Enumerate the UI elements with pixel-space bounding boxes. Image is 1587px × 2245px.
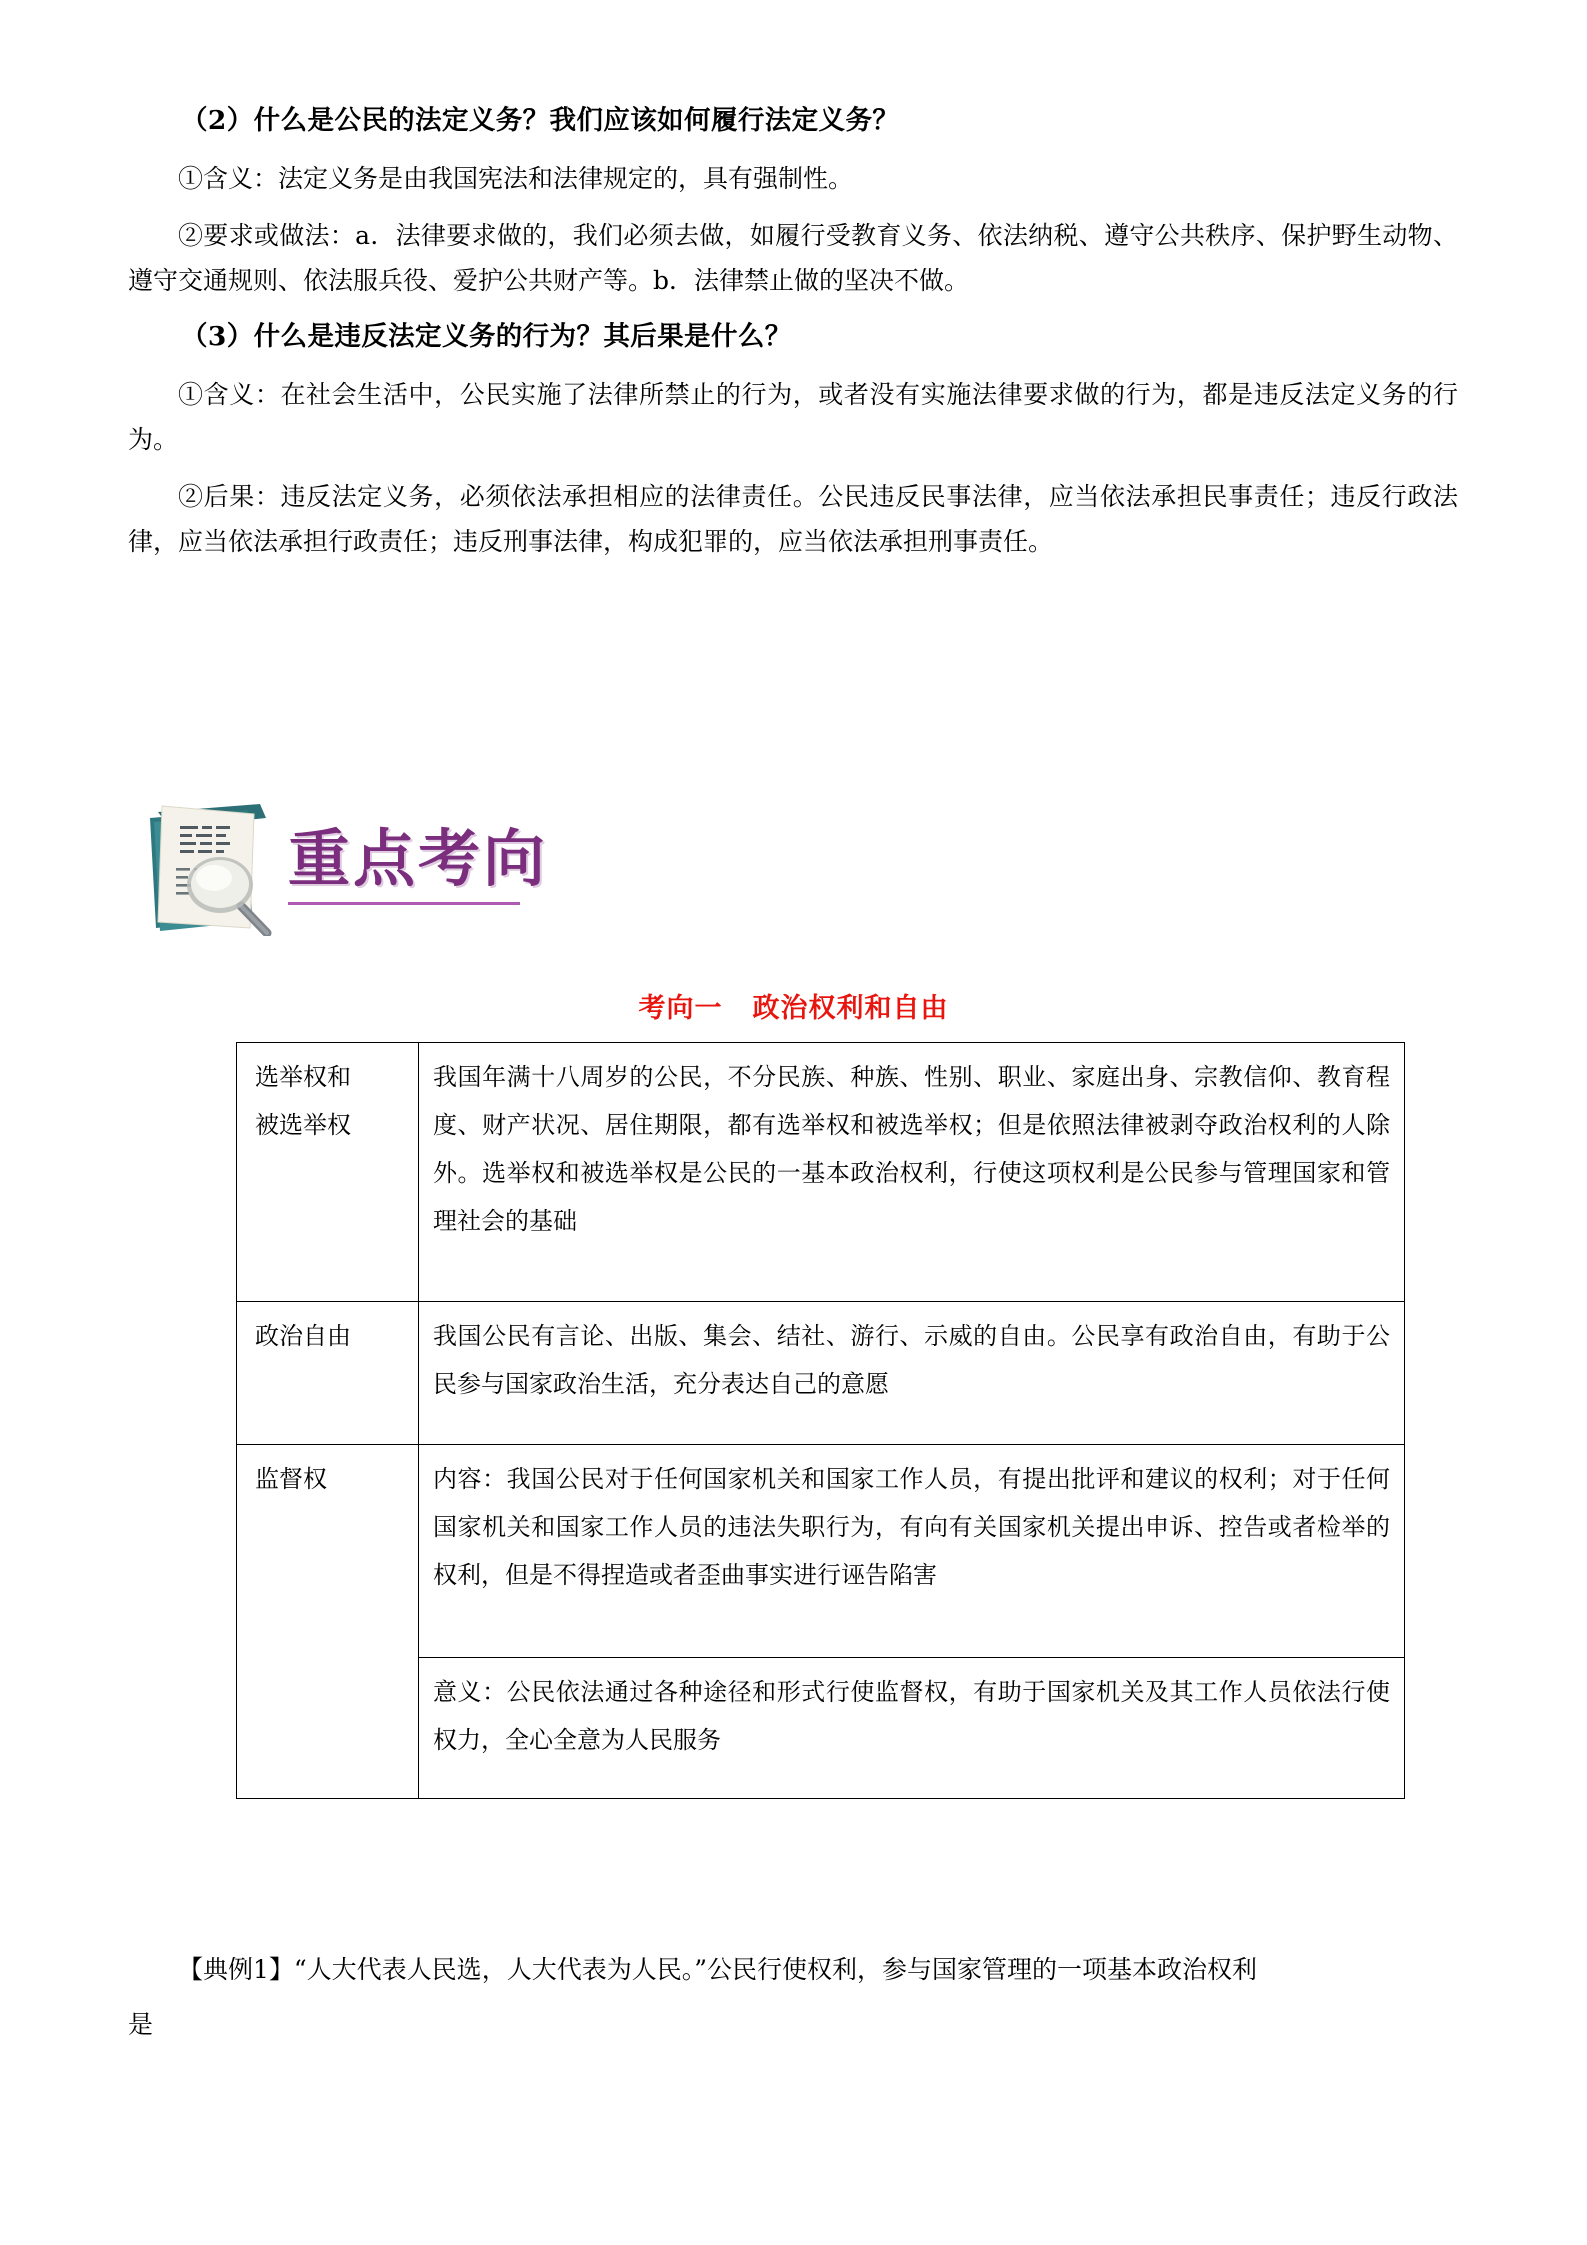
prose-section: [128, 100, 1458, 577]
row-label-political-freedom: [237, 1302, 419, 1445]
question-heading-3: （3）什么是违反法定义务的行为？其后果是什么？: [181, 321, 792, 353]
question-heading-2: （2）什么是公民的法定义务？我们应该如何履行法定义务？: [181, 105, 900, 136]
row-label-line-1: 监督权: [255, 1465, 327, 1493]
example-block: [128, 1948, 1458, 2047]
political-rights-table: [236, 1042, 1405, 1799]
row-label-suffrage: [237, 1043, 419, 1302]
section-heading: [0, 986, 1587, 1025]
paragraph-q3-consequence: ②后果：违反法定义务，必须依法承担相应的法律责任。公民违反民事法律，应当依法承担民事责任；违反行政法律，应当依法承担行政责任；违反刑事法律，构成犯罪的，应当依法承担刑事责任。: [128, 482, 1458, 556]
row-label-line-2: 被选举权: [255, 1111, 351, 1139]
row-content-supervision-definition: 内容：我国公民对于任何国家机关和国家工作人员，有提出批评和建议的权利；对于任何国家机关和国家工作人员的违法失职行为，有向有关国家机关提出申诉、控告或者检举的权利，但是不得捏造或者歪曲事实进行诬告陷害: [419, 1445, 1405, 1658]
paragraph-q2-requirement: ②要求或做法：a．法律要求做的，我们必须去做，如履行受教育义务、依法纳税、遵守公共秩序、保护野生动物、遵守交通规则、依法服兵役、爱护公共财产等。b．法律禁止做的坚决不做。: [128, 221, 1458, 295]
table-row: [237, 1043, 1405, 1302]
paragraph-q3-meaning: ①含义：在社会生活中，公民实施了法律所禁止的行为，或者没有实施法律要求做的行为，都是违反法定义务的行为。: [128, 380, 1458, 454]
document-magnifier-icon: [140, 788, 272, 936]
example-line-2: 是: [128, 2009, 154, 2039]
example-line-1: 【典例1】“人大代表人民选，人大代表为人民。”公民行使权利，参与国家管理的一项基本政治权利: [178, 1955, 1257, 1984]
row-label-line-1: 选举权和: [255, 1063, 351, 1091]
paragraph-q2-meaning: ①含义：法定义务是由我国宪法和法律规定的，具有强制性。: [178, 163, 854, 193]
banner-underline: [288, 902, 520, 905]
row-content-supervision-significance: 意义：公民依法通过各种途径和形式行使监督权，有助于国家机关及其工作人员依法行使权力，全心全意为人民服务: [419, 1658, 1405, 1799]
table-row: [237, 1302, 1405, 1445]
row-content-political-freedom: 我国公民有言论、出版、集会、结社、游行、示威的自由。公民享有政治自由，有助于公民参与国家政治生活，充分表达自己的意愿: [419, 1302, 1405, 1445]
banner-title: 重点考向: [288, 822, 549, 895]
section-label: 考向一: [638, 993, 723, 1024]
section-title: 政治权利和自由: [752, 993, 949, 1024]
row-content-suffrage: 我国年满十八周岁的公民，不分民族、种族、性别、职业、家庭出身、宗教信仰、教育程度、财产状况、居住期限，都有选举权和被选举权；但是依照法律被剥夺政治权利的人除外。选举权和被选举权是公民的一基本政治权利，行使这项权利是公民参与管理国家和管理社会的基础: [419, 1043, 1405, 1302]
row-label-supervision-right: [237, 1445, 419, 1799]
row-label-line-1: 政治自由: [255, 1322, 351, 1350]
table-row: [237, 1445, 1405, 1658]
key-exam-focus-banner: [140, 780, 560, 940]
